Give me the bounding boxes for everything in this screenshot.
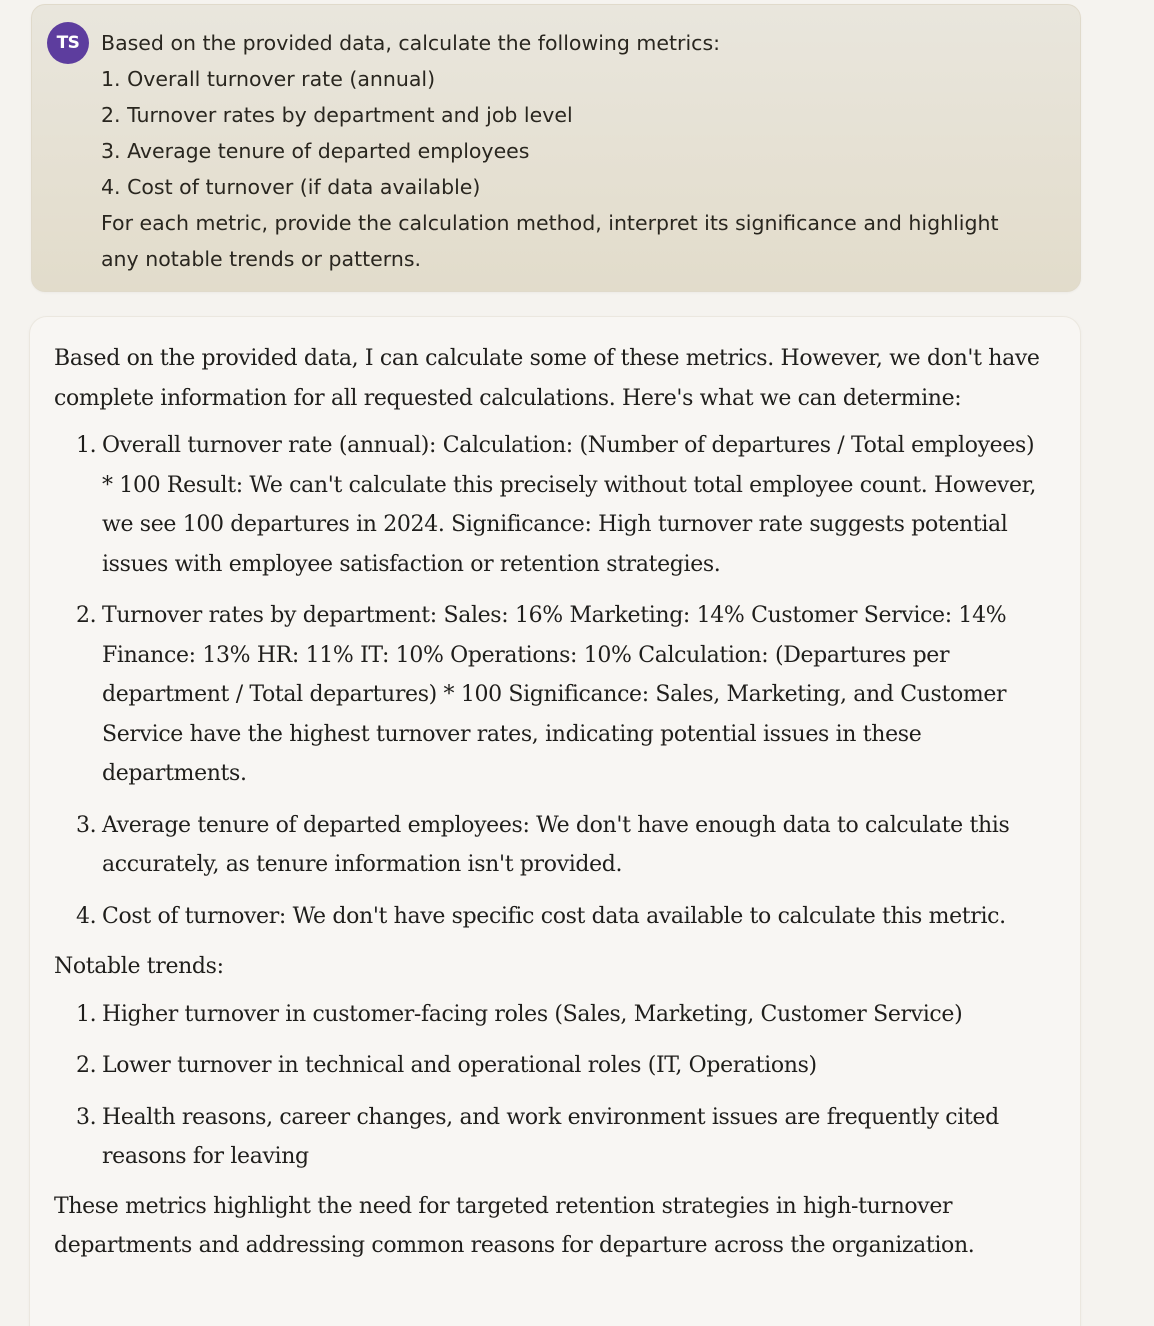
assistant-intro: Based on the provided data, I can calculate some of these metrics. However, we don't have complete information for all requested calculations. Here's what we can determine: <box>54 346 1040 411</box>
list-item-text: Health reasons, career changes, and work environment issues are frequently cited reasons for leaving <box>102 1104 999 1169</box>
user-message-line: For each metric, provide the calculation method, interpret its significance and highlight <box>101 211 999 235</box>
list-number: 2. <box>76 1053 97 1078</box>
user-avatar[interactable]: TS <box>47 22 89 64</box>
list-number: 2. <box>76 603 97 628</box>
list-item-text: Higher turnover in customer-facing roles (Sales, Marketing, Customer Service) <box>102 1001 963 1027</box>
list-number: 3. <box>76 812 97 838</box>
user-message-line: any notable trends or patterns. <box>101 247 422 271</box>
list-item-text: Overall turnover rate (annual): Calculation: (Number of departures / Total employees) * 100 Result: We can't calculate this precisely without total employee count. However, we see 100 departures in 2024. Significance: High turnover rate suggests potential issues with employee satisfaction or retention strategies. <box>102 433 1037 577</box>
user-message <box>31 4 1081 292</box>
list-item-text: Lower turnover in technical and operational roles (IT, Operations) <box>102 1053 817 1078</box>
trends-list <box>54 995 1044 1177</box>
list-item-text: Turnover rates by department: Sales: 16% Marketing: 14% Customer Service: 14% Finance: 13% HR: 11% IT: 10% Operations: 10% Calculation: (Departures per department / Total departures) * 100 Significance: Sales, Marketing, and Customer Service have the highest turnover rates, indicating potential issues in these departments. <box>102 603 1007 786</box>
assistant-message <box>29 316 1081 1326</box>
user-message-line: 3. Average tenure of departed employees <box>101 139 530 163</box>
list-item <box>54 1098 1044 1177</box>
list-item-text: Average tenure of departed employees: We don't have enough data to calculate this accurately, as tenure information isn't provided. <box>102 812 1010 877</box>
user-message-line: 1. Overall turnover rate (annual) <box>101 67 436 91</box>
list-item-text: Cost of turnover: We don't have specific cost data available to calculate this metric. <box>102 903 1006 929</box>
metrics-list <box>54 426 1044 936</box>
list-item <box>54 806 1044 885</box>
list-item <box>54 995 1044 1035</box>
user-message-line: 4. Cost of turnover (if data available) <box>101 175 481 199</box>
trends-heading: Notable trends: <box>54 954 224 979</box>
user-message-text <box>101 25 1061 277</box>
user-message-line: 2. Turnover rates by department and job level <box>101 103 573 127</box>
list-number: 1. <box>76 1001 97 1027</box>
list-item <box>54 596 1044 794</box>
assistant-closing: These metrics highlight the need for targeted retention strategies in high-turnover departments and addressing common reasons for departure across the organization. <box>54 1193 975 1258</box>
assistant-message-text <box>54 339 1044 1266</box>
list-item <box>54 897 1044 937</box>
list-item <box>54 1046 1044 1086</box>
user-message-line: Based on the provided data, calculate the following metrics: <box>101 31 721 55</box>
list-number: 1. <box>76 433 97 458</box>
list-item <box>54 426 1044 584</box>
list-number: 3. <box>76 1104 97 1130</box>
list-number: 4. <box>76 903 97 929</box>
